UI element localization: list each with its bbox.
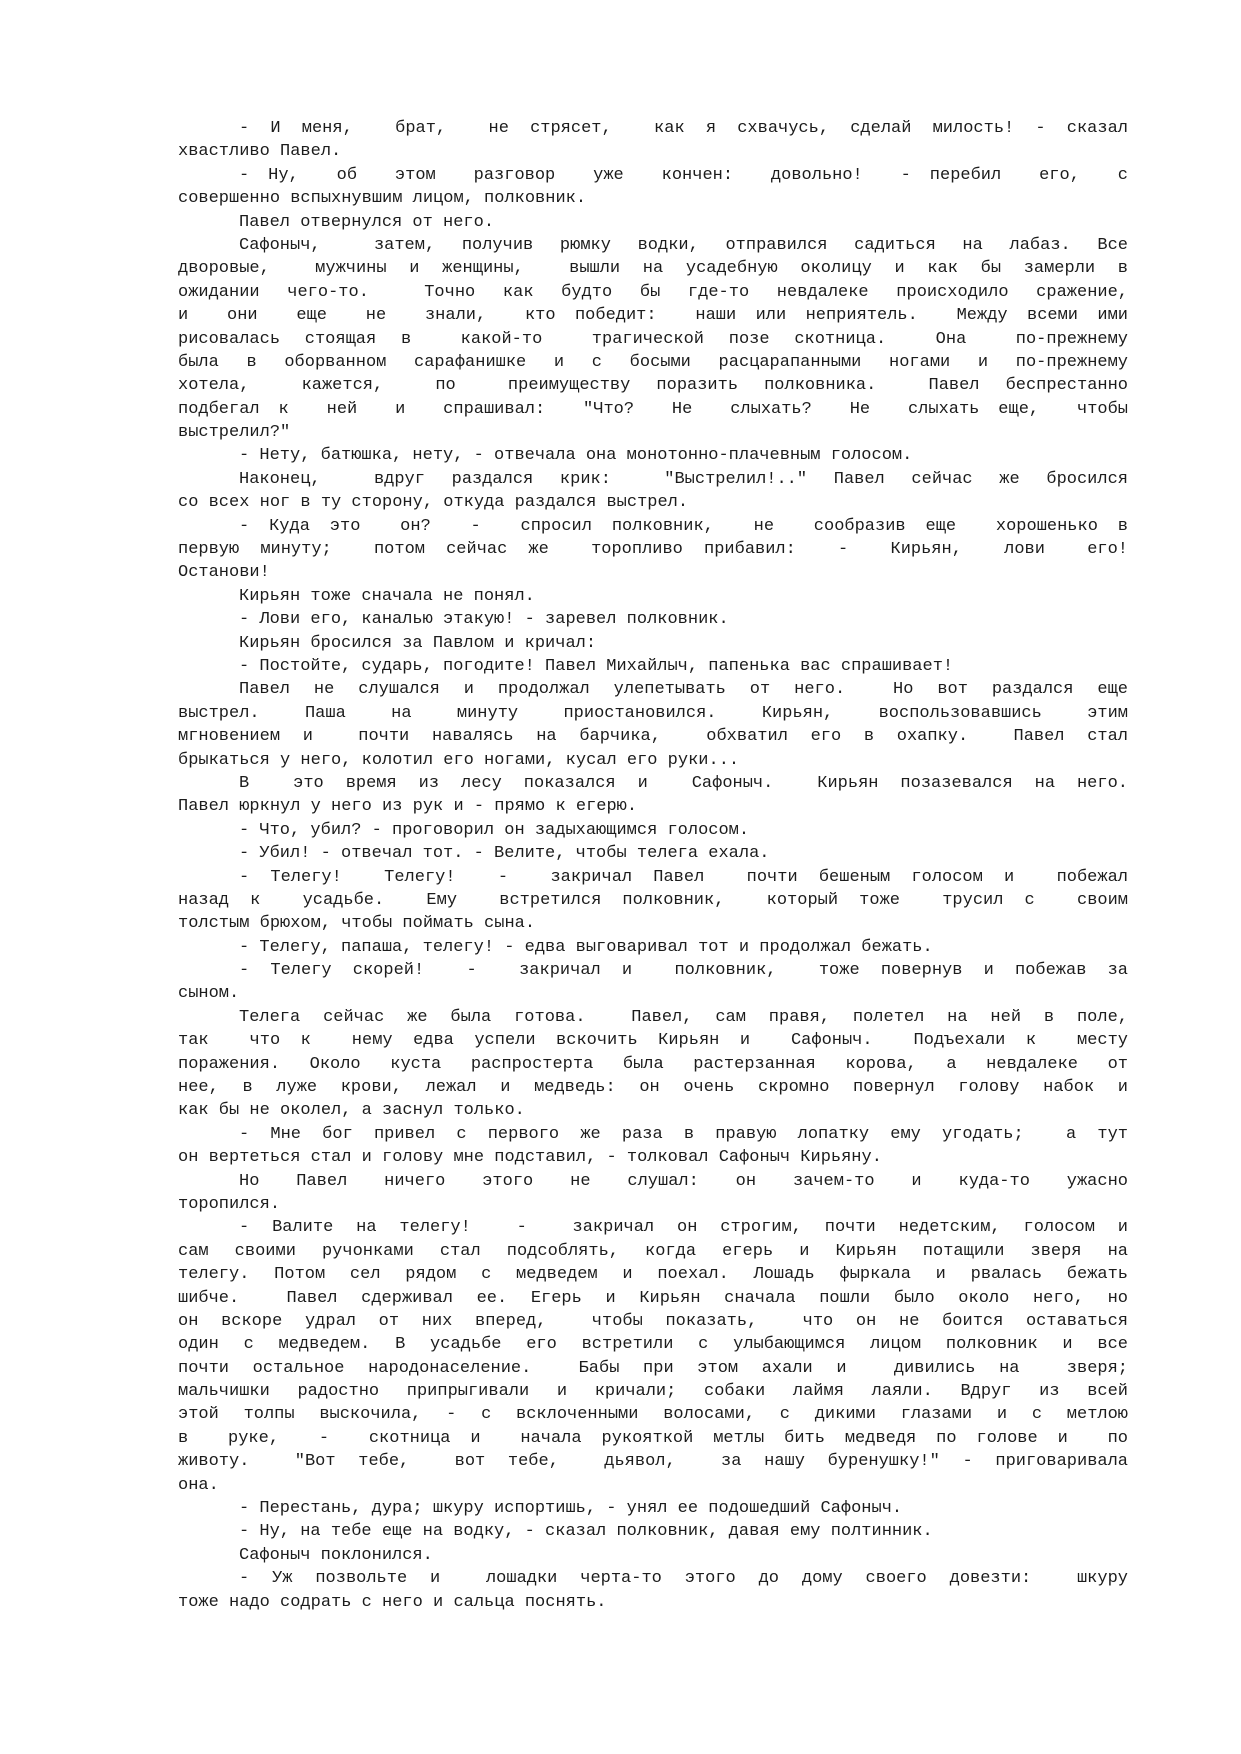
text-line: шибче. Павел сдерживал ее. Егерь и Кирьян сначала пошли было около него, но — [178, 1288, 1128, 1308]
text-line: первую минуту; потом сейчас же торопливо прибавил: - Кирьян, лови его! — [178, 540, 1128, 560]
text-line: выстрел. Паша на минуту приостановился. Кирьян, воспользовавшись этим — [178, 703, 1128, 723]
text-line: Телега сейчас же была готова. Павел, сам правя, полетел на ней в поле, — [239, 1007, 1128, 1027]
text-line: и они еще не знали, кто победит: наши или неприятель. Между всеми ими — [178, 306, 1128, 326]
text-line: - Ну, на тебе еще на водку, - сказал полковник, давая ему полтинник. — [239, 1522, 933, 1542]
text-line: он вертеться стал и голову мне подставил, - толковал Сафоныч Кирьяну. — [178, 1148, 882, 1168]
text-line: этой толпы выскочила, - с всклоченными волосами, с дикими глазами и с метлою — [178, 1405, 1128, 1425]
text-line: В это время из лесу показался и Сафоныч. Кирьян позазевался на него. — [239, 773, 1128, 793]
document-page — [178, 117, 1128, 1614]
text-line: - Нету, батюшка, нету, - отвечала она монотонно-плачевным голосом. — [239, 446, 913, 466]
text-line: - Лови его, каналью этакую! - заревел полковник. — [239, 610, 729, 630]
text-line: - Перестань, дура; шкуру испортишь, - унял ее подошедший Сафоныч. — [239, 1499, 903, 1519]
text-line: - Куда это он? - спросил полковник, не сообразив еще хорошенько в — [239, 516, 1128, 536]
text-line: рисовалась стоящая в какой-то трагической позе скотница. Она по-прежнему — [178, 329, 1128, 349]
text-line: нее, в луже крови, лежал и медведь: он очень скромно повернул голову набок и — [178, 1078, 1128, 1098]
text-line: торопился. — [178, 1194, 281, 1214]
text-line: - И меня, брат, не стрясет, как я схвачусь, сделай милость! - сказал — [239, 119, 1128, 138]
text-line: выстрелил?" — [178, 423, 291, 443]
text-line: мальчишки радостно припрыгивали и кричали; собаки лаймя лаяли. Вдруг из всей — [178, 1382, 1128, 1402]
text-line: в руке, - скотница и начала рукояткой метлы бить медведя по голове и по — [178, 1428, 1128, 1448]
text-line: Но Павел ничего этого не слушал: он зачем-то и куда-то ужасно — [239, 1171, 1128, 1191]
text-line: - Валите на телегу! - закричал он строгим, почти недетским, голосом и — [239, 1218, 1128, 1238]
text-line: подбегал к ней и спрашивал: "Что? Не слыхать? Не слыхать еще, чтобы — [178, 399, 1128, 419]
text-line: ожидании чего-то. Точно как будто бы где-то невдалеке происходило сражение, — [178, 282, 1128, 302]
text-line: мгновением и почти навалясь на барчика, обхватил его в охапку. Павел стал — [178, 727, 1128, 747]
text-line: назад к усадьбе. Ему встретился полковник, который тоже трусил с своим — [178, 890, 1128, 910]
text-line: тоже надо содрать с него и сальца поснять. — [178, 1592, 607, 1612]
text-line: хотела, кажется, по преимуществу поразить полковника. Павел беспрестанно — [178, 376, 1128, 396]
text-line: со всех ног в ту сторону, откуда раздался выстрел. — [178, 493, 689, 513]
text-line: Сафоныч поклонился. — [239, 1545, 433, 1565]
text-line: была в оборванном сарафанишке и с босыми расцарапанными ногами и по-прежнему — [178, 352, 1128, 372]
text-line: - Постойте, сударь, погодите! Павел Михайлыч, папенька вас спрашивает! — [239, 656, 954, 676]
text-line: дворовые, мужчины и женщины, вышли на усадебную околицу и как бы замерли в — [178, 259, 1128, 279]
text-line: сам своими ручонками стал подсоблять, когда егерь и Кирьян потащили зверя на — [178, 1241, 1128, 1261]
text-line: сыном. — [178, 984, 240, 1004]
text-line: Останови! — [178, 563, 270, 583]
text-line: Павел отвернулся от него. — [239, 212, 495, 232]
text-line: - Уж позвольте и лошадки черта-то этого до дому своего довезти: шкуру — [239, 1569, 1128, 1589]
text-line: хвастливо Павел. — [178, 142, 342, 162]
text-line: Кирьян бросился за Павлом и кричал: — [239, 633, 597, 653]
text-line: как бы не околел, а заснул только. — [178, 1101, 525, 1121]
text-line: совершенно вспыхнувшим лицом, полковник. — [178, 189, 587, 209]
text-line: - Убил! - отвечал тот. - Велите, чтобы телега ехала. — [239, 844, 770, 864]
text-line: он вскоре удрал от них вперед, чтобы показать, что он не боится оставаться — [178, 1311, 1128, 1331]
text-line: Павел не слушался и продолжал улепетывать от него. Но вот раздался еще — [239, 680, 1128, 700]
text-line: - Мне бог привел с первого же раза в правую лопатку ему угодать; а тут — [239, 1124, 1128, 1144]
text-line: брыкаться у него, колотил его ногами, кусал его руки... — [178, 750, 740, 770]
text-line: Павел юркнул у него из рук и - прямо к егерю. — [178, 797, 638, 817]
text-line: - Ну, об этом разговор уже кончен: довольно! - перебил его, с — [239, 165, 1128, 185]
text-line: почти остальное народонаселение. Бабы при этом ахали и дивились на зверя; — [178, 1358, 1128, 1378]
text-line: толстым брюхом, чтобы поймать сына. — [178, 914, 536, 934]
text-line: один с медведем. В усадьбе его встретили с улыбающимся лицом полковник и все — [178, 1335, 1128, 1355]
text-line: - Что, убил? - проговорил он задыхающимся голосом. — [239, 820, 750, 840]
text-line: - Телегу! Телегу! - закричал Павел почти бешеным голосом и побежал — [239, 867, 1128, 887]
text-line: животу. "Вот тебе, вот тебе, дьявол, за нашу буренушку!" - приговаривала — [178, 1452, 1128, 1472]
text-line: так что к нему едва успели вскочить Кирьян и Сафоныч. Подъехали к месту — [178, 1031, 1128, 1051]
text-line: Кирьян тоже сначала не понял. — [239, 586, 535, 606]
text-line: телегу. Потом сел рядом с медведем и поехал. Лошадь фыркала и рвалась бежать — [178, 1265, 1128, 1285]
text-line: Наконец, вдруг раздался крик: "Выстрелил!.." Павел сейчас же бросился — [239, 469, 1128, 489]
text-line: она. — [178, 1475, 219, 1495]
text-line: - Телегу скорей! - закричал и полковник, тоже повернув и побежав за — [239, 961, 1128, 981]
text-line: Сафоныч, затем, получив рюмку водки, отправился садиться на лабаз. Все — [239, 235, 1128, 255]
text-line: поражения. Около куста распростерта была растерзанная корова, а невдалеке от — [178, 1054, 1128, 1074]
text-line: - Телегу, папаша, телегу! - едва выговаривал тот и продолжал бежать. — [239, 937, 933, 957]
